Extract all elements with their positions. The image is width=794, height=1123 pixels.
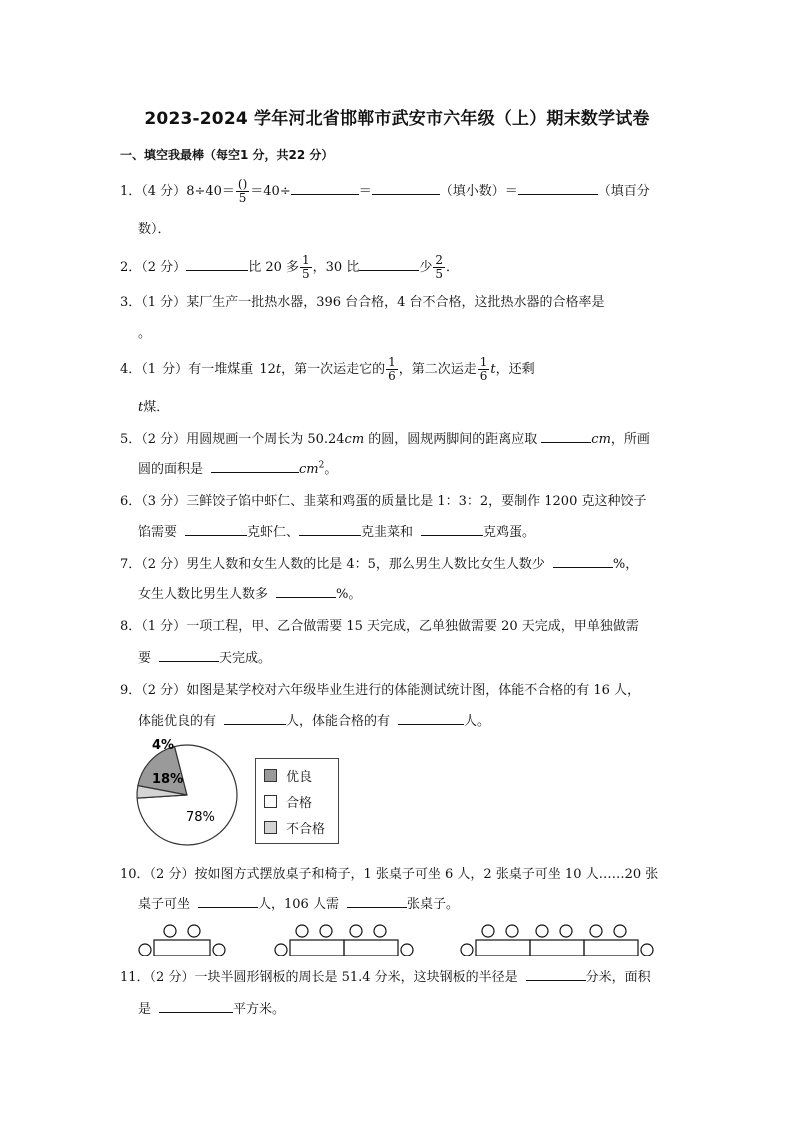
answer-blank[interactable] (398, 711, 464, 725)
legend-swatch (264, 821, 277, 834)
question-number: 2．（2 分） (120, 260, 187, 275)
chair (536, 925, 548, 937)
question-8: 8．（1 分）一项工程，甲、乙合做需要 15 天完成，乙单独做需要 20 天完成，甲单独做需 (120, 619, 639, 634)
answer-blank[interactable] (291, 181, 359, 195)
chair (401, 944, 413, 956)
question-10: 10．（2 分）按如图方式摆放桌子和椅子，1 张桌子可坐 6 人，2 张桌子可坐 10 人……20 张 (120, 867, 659, 882)
answer-blank[interactable] (372, 181, 440, 195)
question-number: 5．（2 分） (120, 432, 187, 447)
fraction: $\frac{1}{6}$ (388, 355, 396, 383)
legend-swatch (264, 795, 277, 808)
question-4-cont: t煤． (138, 400, 170, 415)
answer-blank[interactable] (186, 257, 248, 271)
legend-label: 优良 (286, 770, 313, 785)
table (290, 940, 344, 956)
chair (139, 944, 151, 956)
pie-label-qualified-excellent: 18% (152, 772, 184, 787)
table (476, 940, 530, 956)
fraction: $\frac{1}{6}$ (479, 355, 488, 383)
section-heading: 一、填空我最棒（每空1 分，共22 分） (120, 148, 334, 162)
chair (560, 925, 572, 937)
chair (350, 925, 362, 937)
answer-blank[interactable] (359, 257, 419, 271)
question-7: 7．（2 分）男生人数和女生人数的比是 4：5，那么男生人数比女生人数少 %， (120, 553, 638, 572)
chair (275, 944, 287, 956)
fraction: $\frac{()}{5}$ (237, 177, 248, 205)
question-1: 1．（4 分）8÷40＝ $\frac{()}{5}$ ＝40÷ ＝ （填小数）＝ （填百分 (120, 177, 650, 205)
answer-blank[interactable] (198, 894, 258, 908)
table (344, 940, 398, 956)
table (154, 940, 210, 956)
question-9-cont: 体能优良的有 人，体能合格的有 人。 (138, 710, 490, 729)
chair (461, 944, 473, 956)
answer-blank[interactable] (526, 967, 586, 981)
question-number: 8．（1 分） (120, 619, 187, 634)
question-number: 3．（1 分） (120, 295, 187, 310)
chair (320, 925, 332, 937)
question-9: 9．（2 分）如图是某学校对六年级毕业生进行的体能测试统计图，体能不合格的有 16 人， (120, 683, 640, 698)
question-8-cont: 要 天完成。 (138, 647, 271, 666)
question-1-cont: 数）． (138, 222, 171, 237)
fraction: $\frac{1}{5}$ (302, 253, 310, 281)
question-5: 5．（2 分）用圆规画一个周长为 50.24cm 的圆，圆规两脚间的距离应取 cm，所画 (120, 428, 650, 447)
question-11: 11．（2 分）一块半圆形钢板的周长是 51.4 分米，这块钢板的半径是 分米，面积 (120, 966, 651, 985)
answer-blank[interactable] (299, 522, 361, 536)
answer-blank[interactable] (421, 522, 483, 536)
chair (164, 925, 176, 937)
table (530, 940, 584, 956)
question-number: 9．（2 分） (120, 683, 187, 698)
chair (506, 925, 518, 937)
question-number: 11．（2 分） (120, 970, 195, 985)
three-tables-group (461, 925, 653, 956)
pie-slices (137, 745, 237, 845)
legend-label: 合格 (286, 796, 313, 811)
pie-chart (130, 735, 245, 847)
chair (213, 944, 225, 956)
tables-chairs-figure (130, 918, 670, 956)
question-number: 10．（2 分） (120, 867, 195, 882)
answer-blank[interactable] (553, 554, 613, 568)
table (584, 940, 638, 956)
question-number: 7．（2 分） (120, 557, 187, 572)
chair (482, 925, 494, 937)
page-title: 2023-2024 学年河北省邯郸市武安市六年级（上）期末数学试卷 (144, 109, 650, 129)
answer-blank[interactable] (518, 181, 598, 195)
question-number: 6．（3 分） (120, 494, 187, 509)
answer-blank[interactable] (159, 648, 219, 662)
answer-blank[interactable] (541, 429, 591, 443)
chair (590, 925, 602, 937)
question-number: 4．（1 分） (120, 362, 189, 377)
question-6: 6．（3 分）三鲜饺子馅中虾仁、韭菜和鸡蛋的质量比是 1：3：2，要制作 1200 克这种饺子 (120, 494, 647, 509)
question-number: 1．（4 分） (120, 184, 187, 199)
answer-blank[interactable] (159, 999, 233, 1013)
question-7-cont: 女生人数比男生人数多 %。 (138, 583, 361, 602)
chair (614, 925, 626, 937)
chair (296, 925, 308, 937)
answer-blank[interactable] (185, 522, 247, 536)
question-4: 4．（1 分）有一堆煤重 12t，第一次运走它的 $\frac{1}{6}$ ，第二次运走 $\frac{1}{6}$ t，还剩 (120, 355, 535, 383)
pie-label-qualified: 78% (186, 810, 215, 825)
chart-legend (255, 758, 339, 844)
legend-swatch (264, 769, 277, 782)
legend-label: 不合格 (286, 822, 326, 837)
question-5-cont: 圆的面积是 $cm^2$。 (138, 460, 338, 477)
answer-blank[interactable] (211, 459, 299, 473)
two-tables-group (275, 925, 413, 956)
answer-blank[interactable] (347, 894, 407, 908)
chair (641, 944, 653, 956)
fraction: $\frac{2}{5}$ (435, 253, 443, 281)
answer-blank[interactable] (224, 711, 286, 725)
question-3: 3．（1 分）某厂生产一批热水器，396 台合格，4 台不合格，这批热水器的合格率是 (120, 295, 605, 310)
answer-blank[interactable] (276, 584, 336, 598)
question-3-cont: 。 (138, 326, 152, 341)
question-6-cont: 馅需要 克虾仁、 克韭菜和 克鸡蛋。 (138, 521, 535, 540)
chair (374, 925, 386, 937)
pie-label-unqualified: 4% (152, 738, 175, 753)
one-table-group (139, 925, 225, 956)
question-2: 2．（2 分） 比 20 多 $\frac{1}{5}$ ，30 比 少 $\frac{2}{5}$ ． (120, 253, 459, 281)
question-11-cont: 是 平方米。 (138, 998, 285, 1017)
chair (188, 925, 200, 937)
question-10-cont: 桌子可坐 人，106 人需 张桌子。 (138, 893, 459, 912)
